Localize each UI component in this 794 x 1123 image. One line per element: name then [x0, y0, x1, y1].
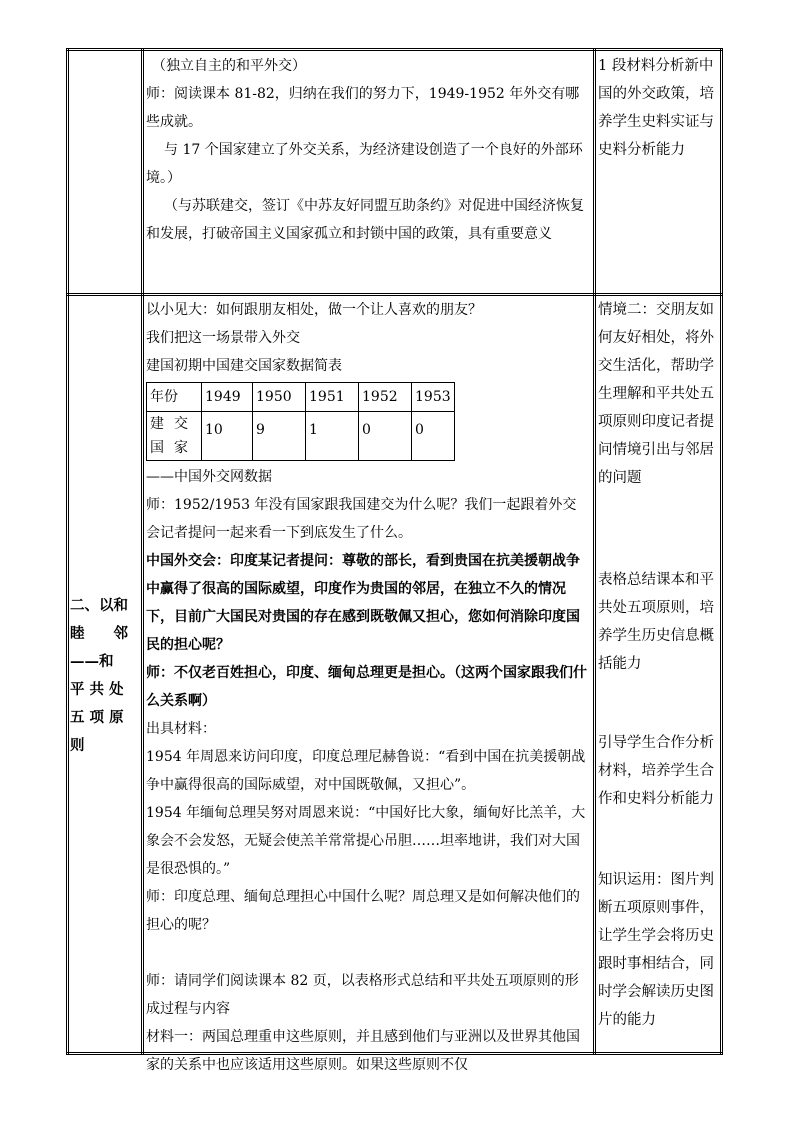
diplomacy-table — [146, 382, 455, 461]
teacher-remark: 师：不仅老百姓担心，印度、缅甸总理更是担心。（这两个国家跟我们什么关系啊） — [146, 665, 587, 709]
source-line: ——中国外交网数据 — [146, 469, 272, 485]
table-cell: 1952 — [359, 383, 412, 412]
section-label — [70, 592, 140, 760]
row2-objective-3 — [598, 729, 718, 813]
intro-line: 建国初期中国建交国家数据简表 — [146, 358, 342, 374]
teacher-question-2: 师：印度总理、缅甸总理担心中国什么呢？周总理又是如何解决他们的担心的呢？ — [146, 889, 580, 933]
section-label-line: 二、以和 — [70, 597, 128, 614]
table-cell: 1953 — [412, 383, 455, 412]
intro-line: 以小见大：如何跟朋友相处，做一个让人喜欢的朋友？ — [146, 302, 482, 318]
table-cell: 10 — [202, 412, 253, 461]
row1-line: （与苏联建交，签订《中苏友好同盟互助条约》对促进中国经济恢复和发展，打破帝国主义国家孤立和封锁中国的政策，具有重要意义 — [146, 198, 584, 242]
teacher-question: 师：1952/1953 年没有国家跟我国建交为什么呢？我们一起跟着外交会记者提问一起来看一下到底发生了什么。 — [146, 497, 577, 541]
row1-line: 师：阅读课本 81-82，归纳在我们的努力下，1949-1952 年外交有哪些成就。 — [146, 86, 580, 130]
section-label-line: 则 — [70, 737, 85, 754]
objective-text: 表格总结课本和平共处五项原则，培养学生历史信息概括能力 — [598, 572, 714, 672]
intro-line: 我们把这一场景带入外交 — [146, 330, 300, 346]
table-cell: 9 — [253, 412, 306, 461]
row2-content — [146, 296, 590, 1079]
material-one: 材料一：两国总理重申这些原则，并且感到他们与亚洲以及世界其他国家的关系中也应该适用这些原则。如果这些原则不仅 — [146, 1029, 580, 1073]
teacher-question-3: 师：请同学们阅读课本 82 页，以表格形式总结和平共处五项原则的形成过程与内容 — [146, 973, 579, 1017]
spacer — [146, 939, 590, 967]
row2-objective-2 — [598, 566, 718, 678]
objective-text: 知识运用：图片判断五项原则事件，让学生学会将历史跟时事相结合，同时学会解读历史图片的能力 — [598, 872, 714, 1028]
row1-line: 与 17 个国家建立了外交关系，为经济建设创造了一个良好的外部环境。） — [146, 142, 583, 186]
material-nehru: 1954 年周恩来访问印度，印度总理尼赫鲁说：“看到中国在抗美援朝战争中赢得很高的国际威望，对中国既敬佩，又担心”。 — [146, 749, 586, 793]
table-cell: 1951 — [306, 383, 359, 412]
table-cell: 1949 — [202, 383, 253, 412]
table-cell: 年份 — [147, 383, 202, 412]
row1-objective-text: 1 段材料分析新中国的外交政策，培养学生史料实证与 史料分析能力 — [598, 58, 714, 158]
row1-objective — [598, 52, 718, 164]
objective-text: 引导学生合作分析材料，培养学生合作和史料分析能力 — [598, 735, 714, 807]
table-row — [147, 383, 455, 412]
table-cell: 0 — [359, 412, 412, 461]
material-label: 出具材料： — [146, 721, 216, 737]
material-unu: 1954 年缅甸总理吴努对周恩来说：“中国好比大象，缅甸好比羔羊，大象会不会发怒，无疑会使羔羊常常提心吊胆……坦率地讲，我们对大国是很恐惧的。” — [146, 805, 586, 877]
section-label-line: 五 项 原 — [70, 709, 124, 726]
row2-objective-4 — [598, 866, 718, 1034]
row2-objective-1 — [598, 296, 718, 492]
section-label-line: 平 共 处 — [70, 681, 124, 698]
table-cell: 1950 — [253, 383, 306, 412]
objective-text: 情境二：交朋友如何友好相处，将外交生活化，帮助学生理解和平共处五项原则印度记者提问情境引出与邻居的问题 — [598, 302, 714, 486]
table-cell: 0 — [412, 412, 455, 461]
table-cell: 建交国家 — [147, 412, 202, 461]
section-label-line: 睦 邻 — [70, 625, 128, 642]
table-row — [147, 412, 455, 461]
section-label-line: ——和 — [70, 653, 114, 670]
table-cell: 1 — [306, 412, 359, 461]
reporter-question: 中国外交会：印度某记者提问：尊敬的部长，看到贵国在抗美援朝战争中赢得了很高的国际威望，印度作为贵国的邻居，在独立不久的情况下，目前广大国民对贵国的存在感到既敬佩又担心，您如何消除印度国民的担心呢？ — [146, 553, 580, 653]
row1-content — [146, 52, 590, 248]
row1-line: （独立自主的和平外交） — [152, 58, 306, 74]
